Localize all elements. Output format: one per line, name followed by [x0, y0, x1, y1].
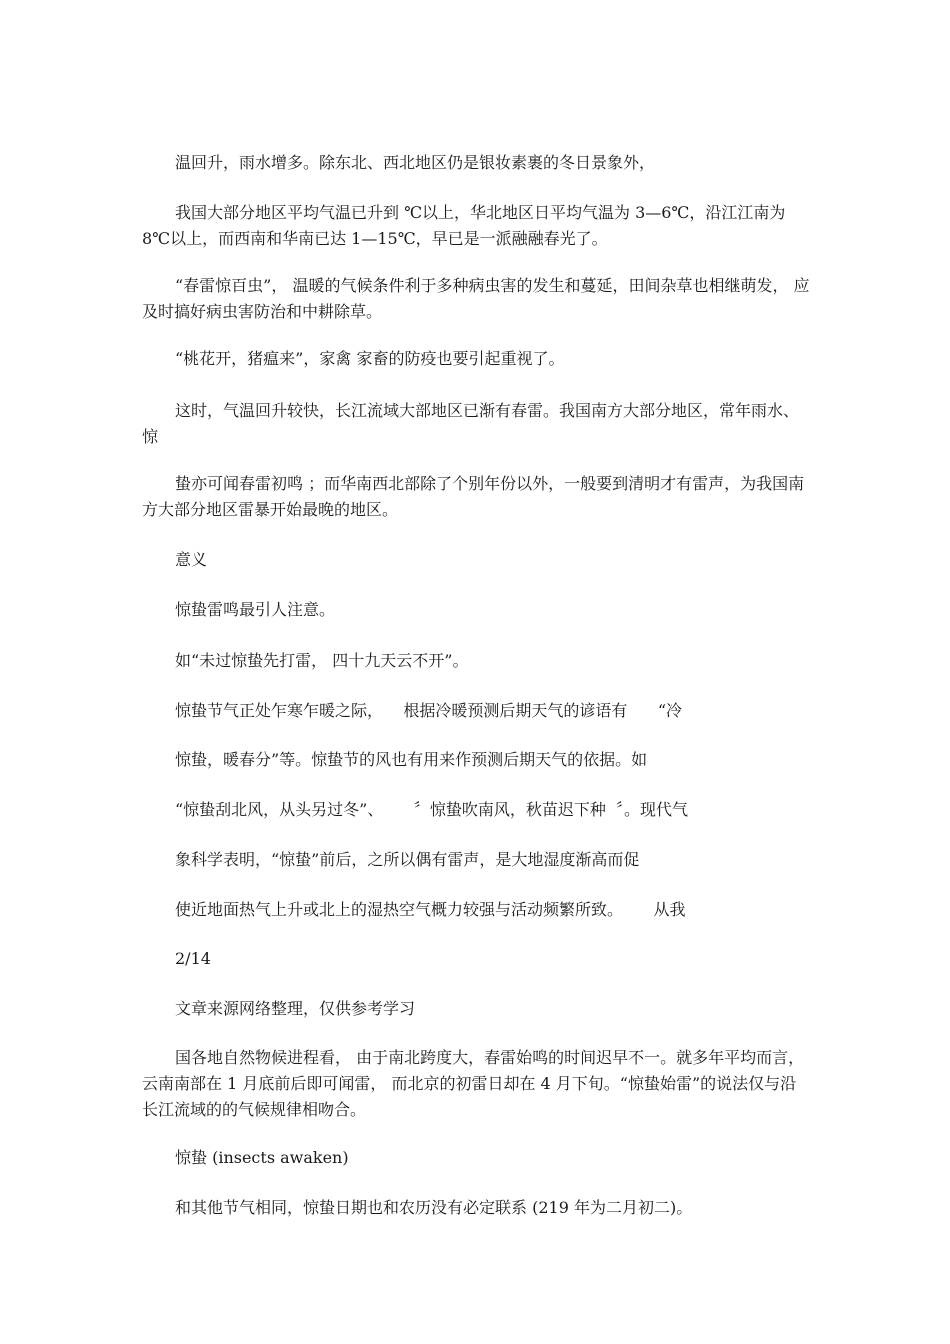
text-line: 惊蛰节气正处乍寒乍暖之际， 根据冷暖预测后期天气的谚语有 “冷 — [175, 701, 683, 720]
text-line: 惊蛰雷鸣最引人注意。 — [175, 600, 336, 619]
section-heading-insects-awaken: 惊蛰 (insects awaken) — [175, 1148, 349, 1167]
paragraph-south-china: 蛰亦可闻春雷初鸣 ；而华南西北部除了个别年份以外，一般要到清明才有雷声，为我国南方大部分地区雷暴开始最晚的地区。 — [142, 474, 805, 519]
text-line: 象科学表明，“惊蛰”前后，之所以偶有雷声，是大地湿度渐高而促 — [175, 850, 640, 869]
source-note: 文章来源网络整理，仅供参考学习 — [175, 999, 416, 1018]
paragraph-warming: 温回升，雨水增多。除东北、西北地区仍是银妆素裹的冬日景象外， — [175, 153, 656, 172]
paragraph-spring-thunder-insects: “春雷惊百虫”， 温暖的气候条件利于多种病虫害的发生和蔓延，田间杂草也相继萌发， 应及时搞好病虫害防治和中耕除草。 — [142, 276, 810, 321]
page-number: 2/14 — [175, 949, 211, 968]
paragraph-regional-phenology: 国各地自然物候进程看， 由于南北跨度大，春雷始鸣的时间迟早不一。就多年平均而言， 云南南部在 1 月底前后即可闻雷， 而北京的初雷日却在 4 月下旬。“惊蛰始雷”的说法仅与沿长江流域的的气候规律相吻合。 — [142, 1048, 805, 1119]
text-line: 和其他节气相同，惊蛰日期也和农历没有必定联系 (219 年为二月初二)。 — [175, 1198, 693, 1217]
text-line: 如“未过惊蛰先打雷， 四十九天云不开”。 — [175, 651, 469, 670]
text-line: 使近地面热气上升或北上的湿热空气概力较强与活动频繁所致。 从我 — [175, 900, 686, 919]
text-line: 惊蛰，暖春分”等。惊蛰节的风也有用来作预测后期天气的依据。如 — [175, 750, 648, 769]
section-heading-meaning: 意义 — [175, 550, 208, 569]
paragraph-temperatures: 我国大部分地区平均气温已升到 ℃以上，华北地区日平均气温为 3—6℃，沿江江南为8℃以上，而西南和华南已达 1—15℃，早已是一派融融春光了。 — [142, 203, 786, 248]
paragraph-peach-blossom: “桃花开，猪瘟来”，家禽 家畜的防疫也要引起重视了。 — [175, 349, 565, 368]
text-line: “惊蛰刮北风，从头另过冬”、 〞惊蛰吹南风，秋苗迟下种 〞。现代气 — [175, 800, 689, 819]
paragraph-yangtze-thunder: 这时，气温回升较快，长江流域大部地区已渐有春雷。我国南方大部分地区，常年雨水、惊 — [142, 401, 800, 446]
